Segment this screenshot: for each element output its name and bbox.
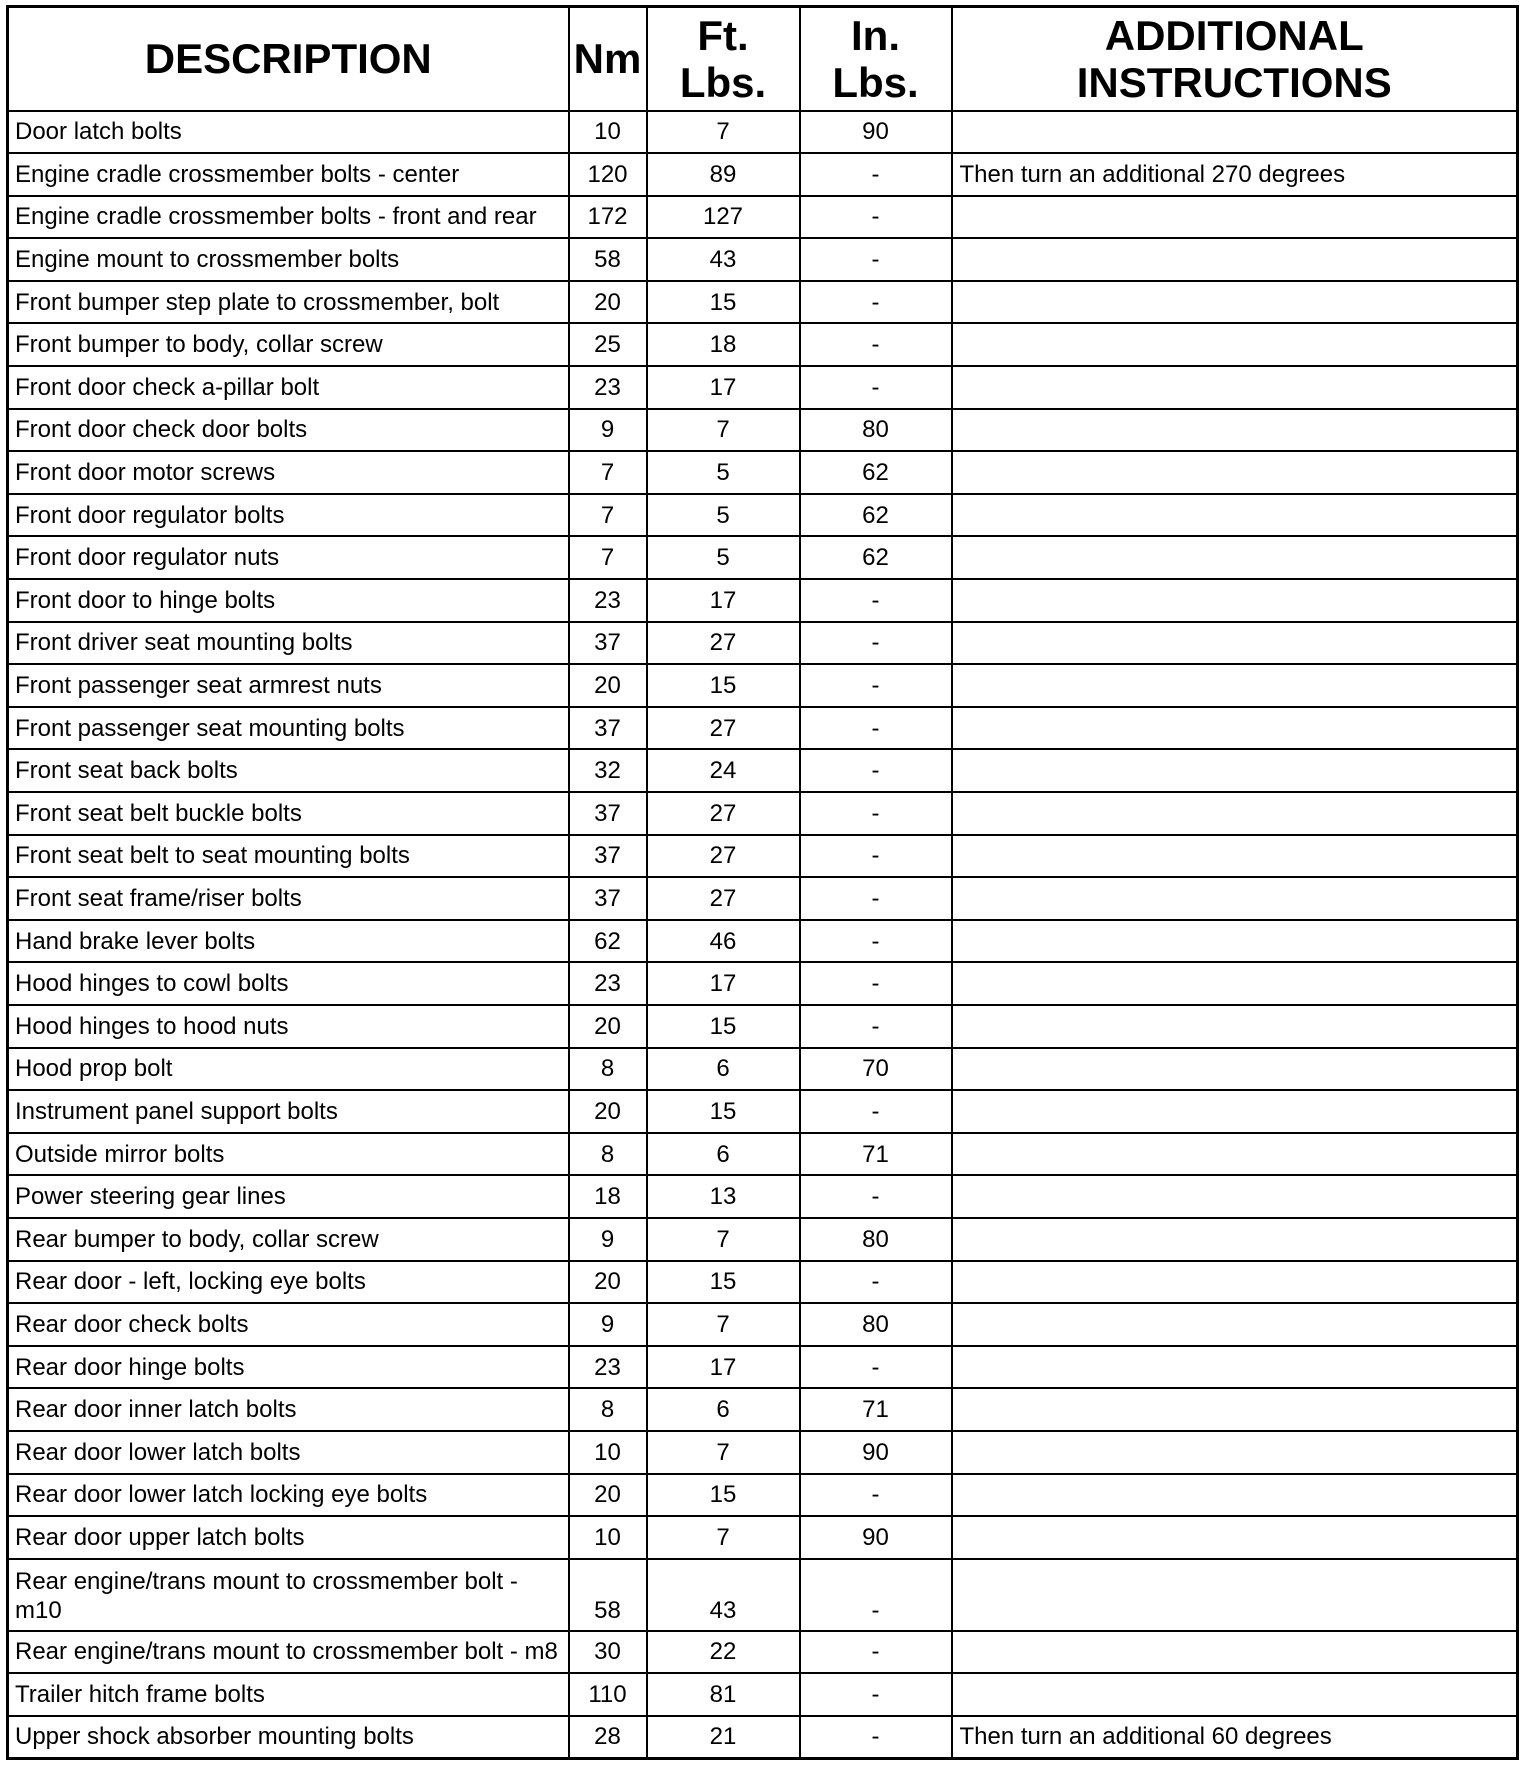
in-lbs-cell: -: [800, 664, 952, 707]
header-in-lbs-line2: Lbs.: [832, 58, 919, 106]
table-row: [8, 920, 1518, 963]
description-cell: Front bumper to body, collar screw: [8, 323, 569, 366]
description-cell: Rear door hinge bolts: [8, 1346, 569, 1389]
table-row: [8, 1005, 1518, 1048]
description-cell: Door latch bolts: [8, 111, 569, 154]
ft-lbs-cell: 22: [647, 1631, 800, 1674]
nm-cell: 28: [569, 1716, 647, 1759]
description-cell: Front driver seat mounting bolts: [8, 622, 569, 665]
in-lbs-cell: -: [800, 1175, 952, 1218]
ft-lbs-cell: 17: [647, 1346, 800, 1389]
ft-lbs-cell: 27: [647, 707, 800, 750]
header-ft-lbs: [647, 7, 800, 111]
ft-lbs-cell: 17: [647, 366, 800, 409]
instructions-cell: [952, 111, 1518, 154]
in-lbs-cell: -: [800, 1631, 952, 1674]
ft-lbs-cell: 5: [647, 451, 800, 494]
table-row: [8, 536, 1518, 579]
instructions-cell: [952, 579, 1518, 622]
ft-lbs-cell: 6: [647, 1133, 800, 1176]
description-cell: Front seat belt buckle bolts: [8, 792, 569, 835]
nm-cell: 37: [569, 835, 647, 878]
table-row: [8, 494, 1518, 537]
instructions-cell: [952, 1388, 1518, 1431]
table-row: [8, 1474, 1518, 1517]
table-row: [8, 196, 1518, 239]
in-lbs-cell: -: [800, 323, 952, 366]
ft-lbs-cell: 6: [647, 1048, 800, 1091]
nm-cell: 10: [569, 1516, 647, 1559]
in-lbs-cell: 80: [800, 409, 952, 452]
table-row: [8, 238, 1518, 281]
ft-lbs-cell: 27: [647, 835, 800, 878]
in-lbs-cell: -: [800, 835, 952, 878]
instructions-cell: [952, 1048, 1518, 1091]
in-lbs-cell: -: [800, 1346, 952, 1389]
in-lbs-cell: 71: [800, 1133, 952, 1176]
header-description: [8, 7, 569, 111]
table-row: [8, 1261, 1518, 1304]
nm-cell: 7: [569, 494, 647, 537]
nm-cell: 110: [569, 1673, 647, 1716]
description-cell: Front seat back bolts: [8, 749, 569, 792]
instructions-cell: [952, 238, 1518, 281]
instructions-cell: [952, 409, 1518, 452]
instructions-cell: [952, 920, 1518, 963]
description-cell: Rear door lower latch locking eye bolts: [8, 1474, 569, 1517]
description-cell: Rear engine/trans mount to crossmember bolt - m10: [8, 1559, 569, 1631]
description-cell: Engine mount to crossmember bolts: [8, 238, 569, 281]
nm-cell: 37: [569, 622, 647, 665]
nm-cell: 8: [569, 1133, 647, 1176]
ft-lbs-cell: 24: [647, 749, 800, 792]
description-cell: Front passenger seat mounting bolts: [8, 707, 569, 750]
instructions-cell: [952, 281, 1518, 324]
header-nm: [569, 7, 647, 111]
ft-lbs-cell: 27: [647, 792, 800, 835]
in-lbs-cell: 62: [800, 451, 952, 494]
description-cell: Power steering gear lines: [8, 1175, 569, 1218]
table-row: [8, 664, 1518, 707]
instructions-cell: [952, 1474, 1518, 1517]
instructions-cell: [952, 877, 1518, 920]
table-row: [8, 323, 1518, 366]
instructions-cell: [952, 1175, 1518, 1218]
table-row: [8, 877, 1518, 920]
description-cell: Hood hinges to cowl bolts: [8, 962, 569, 1005]
table-row: [8, 281, 1518, 324]
description-cell: Front bumper step plate to crossmember, bolt: [8, 281, 569, 324]
nm-cell: 23: [569, 579, 647, 622]
nm-cell: 18: [569, 1175, 647, 1218]
description-cell: Rear door lower latch bolts: [8, 1431, 569, 1474]
instructions-cell: [952, 536, 1518, 579]
in-lbs-cell: -: [800, 153, 952, 196]
description-cell: Hand brake lever bolts: [8, 920, 569, 963]
in-lbs-cell: 90: [800, 111, 952, 154]
in-lbs-cell: -: [800, 1261, 952, 1304]
header-in-lbs-line1: In.: [851, 11, 900, 59]
description-cell: Rear door inner latch bolts: [8, 1388, 569, 1431]
table-row: [8, 366, 1518, 409]
in-lbs-cell: -: [800, 877, 952, 920]
table-row: [8, 1048, 1518, 1091]
table-row: [8, 1218, 1518, 1261]
instructions-cell: [952, 323, 1518, 366]
in-lbs-cell: 80: [800, 1303, 952, 1346]
ft-lbs-cell: 13: [647, 1175, 800, 1218]
description-cell: Engine cradle crossmember bolts - front and rear: [8, 196, 569, 239]
ft-lbs-cell: 43: [647, 1559, 800, 1631]
nm-cell: 20: [569, 664, 647, 707]
instructions-cell: [952, 1303, 1518, 1346]
in-lbs-cell: -: [800, 1474, 952, 1517]
table-row: [8, 1346, 1518, 1389]
table-row: [8, 749, 1518, 792]
table-row: [8, 707, 1518, 750]
nm-cell: 25: [569, 323, 647, 366]
header-in-lbs: [800, 7, 952, 111]
description-cell: Front door motor screws: [8, 451, 569, 494]
header-instructions-line1: ADDITIONAL: [1104, 11, 1364, 59]
description-cell: Hood hinges to hood nuts: [8, 1005, 569, 1048]
in-lbs-cell: 71: [800, 1388, 952, 1431]
nm-cell: 9: [569, 409, 647, 452]
table-row: [8, 1673, 1518, 1716]
instructions-cell: [952, 1218, 1518, 1261]
description-cell: Front passenger seat armrest nuts: [8, 664, 569, 707]
instructions-cell: [952, 1673, 1518, 1716]
nm-cell: 7: [569, 536, 647, 579]
ft-lbs-cell: 46: [647, 920, 800, 963]
instructions-cell: [952, 622, 1518, 665]
nm-cell: 58: [569, 238, 647, 281]
table-row: [8, 622, 1518, 665]
description-cell: Upper shock absorber mounting bolts: [8, 1716, 569, 1759]
ft-lbs-cell: 15: [647, 1090, 800, 1133]
table-row: [8, 111, 1518, 154]
instructions-cell: [952, 1261, 1518, 1304]
instructions-cell: [952, 494, 1518, 537]
description-cell: Engine cradle crossmember bolts - center: [8, 153, 569, 196]
ft-lbs-cell: 7: [647, 1516, 800, 1559]
ft-lbs-cell: 18: [647, 323, 800, 366]
ft-lbs-cell: 15: [647, 1005, 800, 1048]
ft-lbs-cell: 7: [647, 111, 800, 154]
ft-lbs-cell: 7: [647, 1431, 800, 1474]
table-row: [8, 153, 1518, 196]
table-row: [8, 1716, 1518, 1759]
ft-lbs-cell: 127: [647, 196, 800, 239]
nm-cell: 37: [569, 707, 647, 750]
nm-cell: 20: [569, 1090, 647, 1133]
ft-lbs-cell: 17: [647, 962, 800, 1005]
instructions-cell: [952, 835, 1518, 878]
instructions-cell: [952, 792, 1518, 835]
ft-lbs-cell: 15: [647, 281, 800, 324]
table-row: [8, 1303, 1518, 1346]
description-cell: Front seat belt to seat mounting bolts: [8, 835, 569, 878]
nm-cell: 20: [569, 1261, 647, 1304]
ft-lbs-cell: 7: [647, 1218, 800, 1261]
nm-cell: 23: [569, 366, 647, 409]
header-description-label: DESCRIPTION: [144, 35, 432, 83]
header-nm-label: Nm: [573, 35, 642, 83]
header-instructions-line2: INSTRUCTIONS: [1076, 58, 1392, 106]
in-lbs-cell: 90: [800, 1431, 952, 1474]
nm-cell: 8: [569, 1388, 647, 1431]
table-row: [8, 1431, 1518, 1474]
ft-lbs-cell: 5: [647, 536, 800, 579]
nm-cell: 30: [569, 1631, 647, 1674]
in-lbs-cell: 62: [800, 536, 952, 579]
table-body: [8, 111, 1518, 1759]
table-row: [8, 1133, 1518, 1176]
nm-cell: 172: [569, 196, 647, 239]
ft-lbs-cell: 17: [647, 579, 800, 622]
instructions-cell: [952, 1631, 1518, 1674]
in-lbs-cell: -: [800, 238, 952, 281]
in-lbs-cell: -: [800, 707, 952, 750]
table-row: [8, 1559, 1518, 1631]
nm-cell: 23: [569, 1346, 647, 1389]
description-cell: Front door check door bolts: [8, 409, 569, 452]
in-lbs-cell: -: [800, 962, 952, 1005]
nm-cell: 37: [569, 792, 647, 835]
ft-lbs-cell: 5: [647, 494, 800, 537]
nm-cell: 10: [569, 111, 647, 154]
table-row: [8, 579, 1518, 622]
instructions-cell: [952, 1516, 1518, 1559]
in-lbs-cell: -: [800, 579, 952, 622]
description-cell: Front door regulator bolts: [8, 494, 569, 537]
in-lbs-cell: 80: [800, 1218, 952, 1261]
description-cell: Rear engine/trans mount to crossmember bolt - m8: [8, 1631, 569, 1674]
description-cell: Rear door upper latch bolts: [8, 1516, 569, 1559]
in-lbs-cell: -: [800, 1090, 952, 1133]
nm-cell: 20: [569, 1005, 647, 1048]
in-lbs-cell: -: [800, 1716, 952, 1759]
nm-cell: 32: [569, 749, 647, 792]
in-lbs-cell: -: [800, 366, 952, 409]
ft-lbs-cell: 15: [647, 1261, 800, 1304]
description-cell: Front door check a-pillar bolt: [8, 366, 569, 409]
description-cell: Front door to hinge bolts: [8, 579, 569, 622]
ft-lbs-cell: 6: [647, 1388, 800, 1431]
in-lbs-cell: -: [800, 1673, 952, 1716]
instructions-cell: [952, 1090, 1518, 1133]
instructions-cell: Then turn an additional 60 degrees: [952, 1716, 1518, 1759]
ft-lbs-cell: 89: [647, 153, 800, 196]
description-cell: Rear bumper to body, collar screw: [8, 1218, 569, 1261]
instructions-cell: [952, 749, 1518, 792]
table-row: [8, 792, 1518, 835]
table-row: [8, 451, 1518, 494]
instructions-cell: [952, 962, 1518, 1005]
description-cell: Trailer hitch frame bolts: [8, 1673, 569, 1716]
instructions-cell: Then turn an additional 270 degrees: [952, 153, 1518, 196]
nm-cell: 58: [569, 1559, 647, 1631]
in-lbs-cell: 70: [800, 1048, 952, 1091]
instructions-cell: [952, 196, 1518, 239]
in-lbs-cell: -: [800, 281, 952, 324]
table-row: [8, 835, 1518, 878]
nm-cell: 62: [569, 920, 647, 963]
torque-spec-table: [6, 5, 1519, 1760]
ft-lbs-cell: 27: [647, 877, 800, 920]
ft-lbs-cell: 7: [647, 1303, 800, 1346]
in-lbs-cell: -: [800, 749, 952, 792]
nm-cell: 8: [569, 1048, 647, 1091]
instructions-cell: [952, 451, 1518, 494]
in-lbs-cell: -: [800, 1005, 952, 1048]
in-lbs-cell: -: [800, 792, 952, 835]
header-ft-lbs-line2: Lbs.: [679, 58, 767, 106]
ft-lbs-cell: 81: [647, 1673, 800, 1716]
header-ft-lbs-line1: Ft.: [697, 11, 749, 59]
instructions-cell: [952, 366, 1518, 409]
ft-lbs-cell: 43: [647, 238, 800, 281]
table-row: [8, 1631, 1518, 1674]
table-row: [8, 962, 1518, 1005]
table-row: [8, 1388, 1518, 1431]
ft-lbs-cell: 15: [647, 664, 800, 707]
nm-cell: 20: [569, 1474, 647, 1517]
ft-lbs-cell: 27: [647, 622, 800, 665]
in-lbs-cell: -: [800, 622, 952, 665]
nm-cell: 37: [569, 877, 647, 920]
table-row: [8, 409, 1518, 452]
in-lbs-cell: -: [800, 1559, 952, 1631]
ft-lbs-cell: 7: [647, 409, 800, 452]
instructions-cell: [952, 1431, 1518, 1474]
instructions-cell: [952, 1559, 1518, 1631]
ft-lbs-cell: 21: [647, 1716, 800, 1759]
instructions-cell: [952, 1005, 1518, 1048]
in-lbs-cell: 90: [800, 1516, 952, 1559]
table-row: [8, 1516, 1518, 1559]
table-row: [8, 1090, 1518, 1133]
nm-cell: 20: [569, 281, 647, 324]
instructions-cell: [952, 1133, 1518, 1176]
description-cell: Rear door - left, locking eye bolts: [8, 1261, 569, 1304]
ft-lbs-cell: 15: [647, 1474, 800, 1517]
description-cell: Outside mirror bolts: [8, 1133, 569, 1176]
nm-cell: 10: [569, 1431, 647, 1474]
description-cell: Front door regulator nuts: [8, 536, 569, 579]
description-cell: Hood prop bolt: [8, 1048, 569, 1091]
instructions-cell: [952, 707, 1518, 750]
nm-cell: 120: [569, 153, 647, 196]
description-cell: Instrument panel support bolts: [8, 1090, 569, 1133]
in-lbs-cell: -: [800, 196, 952, 239]
header-additional-instructions: [952, 7, 1518, 111]
nm-cell: 9: [569, 1218, 647, 1261]
nm-cell: 9: [569, 1303, 647, 1346]
in-lbs-cell: -: [800, 920, 952, 963]
in-lbs-cell: 62: [800, 494, 952, 537]
nm-cell: 7: [569, 451, 647, 494]
nm-cell: 23: [569, 962, 647, 1005]
instructions-cell: [952, 1346, 1518, 1389]
header-row: [8, 7, 1518, 111]
instructions-cell: [952, 664, 1518, 707]
description-cell: Rear door check bolts: [8, 1303, 569, 1346]
description-cell: Front seat frame/riser bolts: [8, 877, 569, 920]
table-row: [8, 1175, 1518, 1218]
